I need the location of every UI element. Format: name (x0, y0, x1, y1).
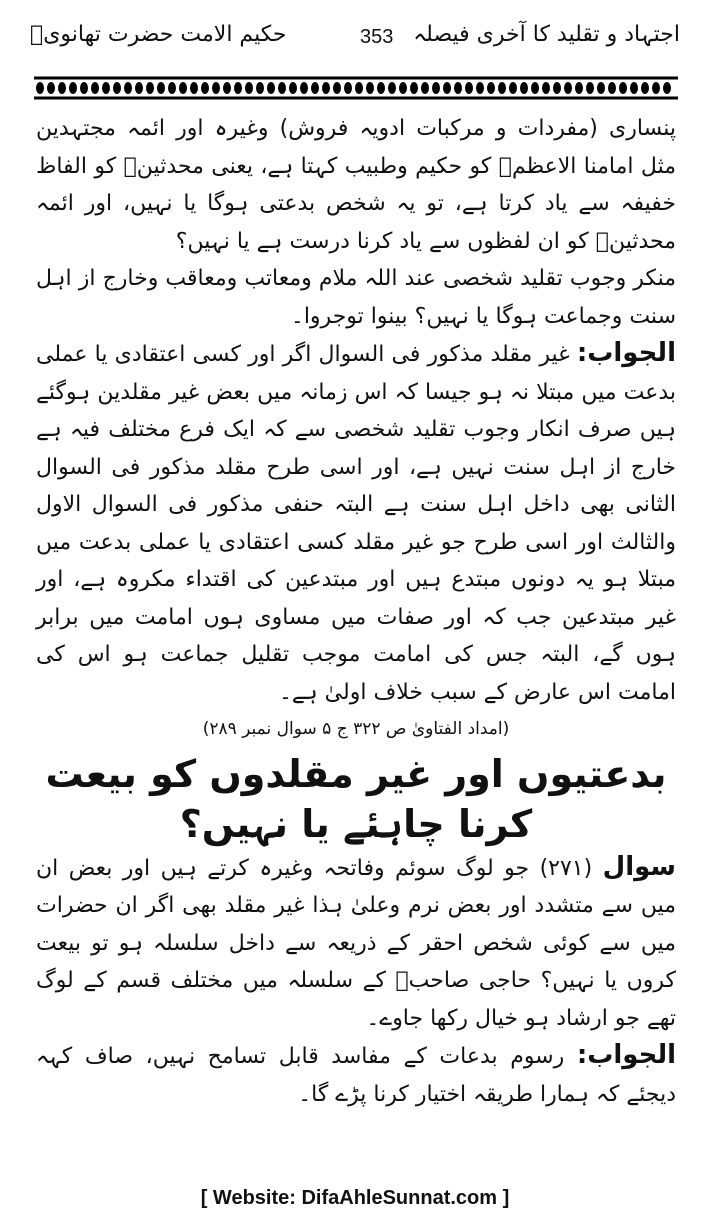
answer-2 (36, 1037, 676, 1113)
question-part-2: منکر وجوب تقلید شخصی عند اللہ ملام ومعاتب ومعاقب وخارج از اہل سنت وجماعت ہوگا یا نہیں؟ بینوا توجروا۔ (36, 266, 676, 329)
running-title: اجتہاد و تقلید کا آخری فیصلہ (413, 22, 680, 47)
question-2 (36, 849, 676, 1038)
page-number: 353 (360, 26, 394, 48)
page-header (30, 22, 680, 62)
author-title: حکیم الامت حضرت تھانویؒ (30, 22, 287, 47)
question-text: جو لوگ سوئم وفاتحہ وغیرہ کرتے ہیں اور بعض ان میں سے متشدد اور بعض نرم وعلیٰ ہذا غیر مقلد بھی اگر ان حضرات میں سے کوئی شخص احقر کے ذریعہ سے داخل سلسلہ ہو تو بیعت کروں یا نہیں؟ حاجی صاحبؒ کے سلسلہ میں مختلف قسم کے لوگ تھے جو ارشاد ہو خیال رکھا جاوے۔ (36, 855, 676, 1031)
question-label: سوال (602, 851, 676, 882)
page-body (36, 110, 676, 1113)
answer-1 (36, 335, 676, 711)
reference-citation: (امداد الفتاویٰ ص ۳۲۲ ج ۵ سوال نمبر ۲۸۹) (202, 719, 510, 739)
answer-text: رسوم بدعات کے مفاسد قابل تسامح نہیں، صاف کہہ دیجئے کہ ہمارا طریقہ اختیار کرنا پڑے گا۔ (36, 1044, 676, 1107)
question-continuation: پنساری (مفردات و مرکبات ادویہ فروش) وغیرہ اور ائمہ مجتہدین مثل امامنا الاعظمؒ کو حکیم وطبیب کہتا ہے، یعنی محدثینؒ کو الفاظ خفیفہ سے یاد کرتا ہے، تو یہ شخص بدعتی ہوگا یا نہیں، اور ائمہ محدثینؒ کو ان لفظوں سے یاد کرنا درست ہے یا نہیں؟ (36, 116, 676, 254)
answer-label: الجواب: (576, 1040, 676, 1070)
question-number: (۲۷۱) (539, 855, 593, 881)
answer-label: الجواب: (576, 338, 676, 368)
answer-text: غیر مقلد مذکور فی السوال اگر اور کسی اعتقادی یا عملی بدعت میں مبتلا نہ ہو جیسا کہ اس زمانہ میں بعض غیر مقلدین ہوگئے ہیں صرف انکار وجوب تقلید شخصی سے کہ ایک فرع مختلف فیہ ہے خارج از اہل سنت نہیں ہے، اور اسی طرح مقلد مذکور فی السوال الثانی بھی داخل اہل سنت ہے البتہ حنفی مذکور فی السوال الاول والثالث اور اسی طرح جو غیر مقلد کسی اعتقادی یا عملی بدعت میں مبتلا ہو یہ دونوں مبتدع ہیں اور مبتدعین کی اقتداء مکروہ ہے، اور غیر مبتدعین جب کہ اور صفات میں مساوی ہوں امامت میں برابر ہوں گے، البتہ جس کی امامت موجب تقلیل جماعت ہو اس کی امامت اس عارض کے سبب خلاف اولیٰ ہے۔ (36, 342, 676, 705)
website-footer: [ Website: DifaAhleSunnat.com ] (200, 1187, 510, 1209)
header-ornament-rule (34, 74, 678, 102)
section-title: بدعتیوں اور غیر مقلدوں کو بیعت کرنا چاہئے یا نہیں؟ (45, 751, 667, 846)
